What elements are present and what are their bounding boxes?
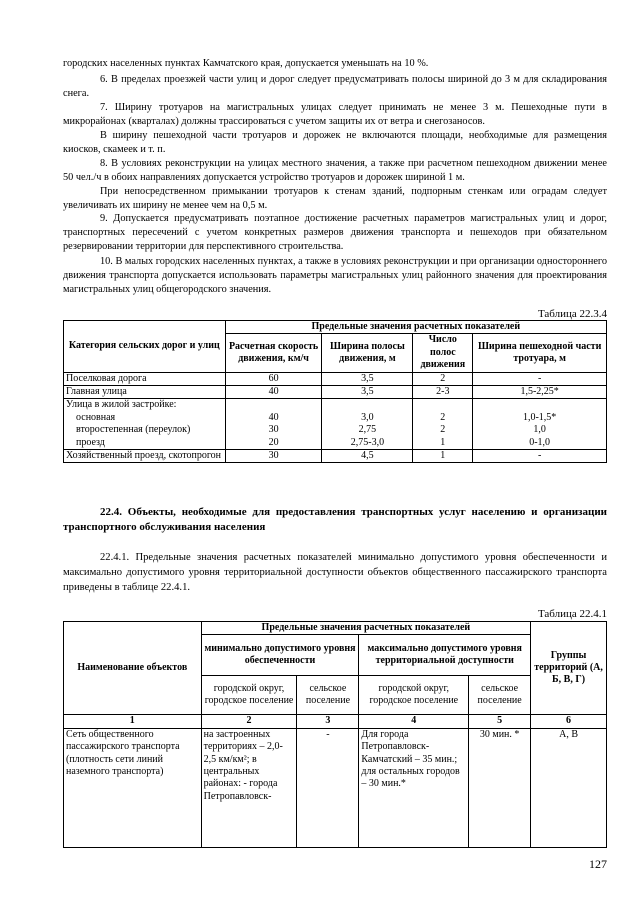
cell-object-name: Сеть общественного пассажирского транспорта (плотность сети линий наземного транспорта) — [64, 728, 202, 847]
header-rural-2: сельское поселение — [469, 676, 531, 715]
table2-caption: Таблица 22.4.1 — [537, 608, 607, 620]
sub-lane: 2,75 — [358, 424, 377, 436]
table-row — [64, 372, 607, 385]
column-number: 5 — [469, 715, 531, 728]
cell-count: 2-3 — [413, 386, 473, 399]
cell-speed: 30 — [225, 450, 322, 463]
cell-walk: - — [473, 372, 607, 385]
sub-speed: 20 — [268, 436, 279, 448]
header-max-access: максимально допустимого уровня территориальной доступности — [359, 635, 531, 676]
cell-lane — [322, 399, 413, 450]
header-category: Категория сельских дорог и улиц — [64, 321, 226, 373]
table-row — [64, 728, 607, 847]
sub-count: 1 — [440, 436, 446, 448]
column-number: 1 — [64, 715, 202, 728]
cell-speed — [225, 399, 322, 450]
column-number: 2 — [201, 715, 297, 728]
cell-name — [64, 399, 226, 450]
sub-speed: 30 — [268, 424, 279, 436]
header-object-name: Наименование объектов — [64, 622, 202, 715]
column-number: 4 — [359, 715, 469, 728]
sub-walk: 1,0-1,5* — [522, 411, 557, 423]
cell-min-rural: - — [297, 728, 359, 847]
paragraph-8b: При непосредственном примыкании тротуаров к стенам зданий, подпорным стенкам или оградам следует увеличивать их ширину не менее чем на 0,5 м. — [63, 186, 607, 212]
header-territory-groups: Группы территорий (А, Б, В, Г) — [531, 622, 607, 715]
header-speed: Расчетная скорость движения, км/ч — [225, 334, 322, 372]
page-number: 127 — [589, 857, 607, 871]
cell-count: 1 — [413, 450, 473, 463]
column-number: 3 — [297, 715, 359, 728]
section-paragraph: 22.4.1. Предельные значения расчетных показателей минимально допустимого уровня обеспеченности и максимально допустимого уровня территориальной доступности объектов общественного пассажирского транспорта приведены в таблице 22.4.1. — [63, 552, 607, 593]
sub-walk: 0-1,0 — [529, 436, 551, 448]
cell-walk: 1,5-2,25* — [473, 386, 607, 399]
cell-lane: 4,5 — [322, 450, 413, 463]
cell-name: Поселковая дорога — [64, 372, 226, 385]
table-road-categories — [63, 320, 607, 463]
header-group: Предельные значения расчетных показателей — [201, 622, 530, 635]
cell-count — [413, 399, 473, 450]
cell-name: Главная улица — [64, 386, 226, 399]
cell-min-city: на застроенных территориях – 2,0-2,5 км/км²; в центральных районах: - города Петропавловск- — [201, 728, 297, 847]
table-row — [64, 386, 607, 399]
sub-name: второстепенная (переулок) — [76, 424, 191, 436]
sub-lane: 3,0 — [361, 411, 374, 423]
header-walk-width: Ширина пешеходной части тротуара, м — [473, 334, 607, 372]
sub-name: основная — [76, 411, 116, 423]
column-number-row — [64, 715, 607, 728]
table-row — [64, 450, 607, 463]
header-lane-width: Ширина полосы движения, м — [322, 334, 413, 372]
paragraph-6: 6. В пределах проезжей части улиц и дорог следует предусматривать полосы шириной до 3 м для складирования снега. — [63, 74, 607, 100]
sub-lane: 2,75-3,0 — [350, 436, 385, 448]
header-city: городской округ, городское поселение — [201, 676, 297, 715]
section-heading: 22.4. Объекты, необходимые для предоставления транспортных услуг населению и организации транспортного обслуживания населения — [63, 506, 607, 533]
group-label: Улица в жилой застройке: — [66, 399, 177, 411]
cell-walk: - — [473, 450, 607, 463]
table1-caption: Таблица 22.3.4 — [537, 308, 607, 320]
sub-count: 2 — [440, 411, 446, 423]
cell-groups: А, В — [531, 728, 607, 847]
cell-lane: 3,5 — [322, 372, 413, 385]
cell-speed: 40 — [225, 386, 322, 399]
table-row — [64, 399, 607, 450]
sub-speed: 40 — [268, 411, 279, 423]
cell-max-rural: 30 мин. * — [469, 728, 531, 847]
paragraph-9: 9. Допускается предусматривать поэтапное достижение расчетных параметров магистральных улиц и дорог, транспортных пересечений с учетом конкретных размеров движения транспорта и пешеходов при обязательном резервировании территории для перспективного строительства. — [63, 213, 607, 253]
cell-max-city: Для города Петропавловск-Камчатский – 35 мин.; для остальных городов – 30 мин.* — [359, 728, 469, 847]
header-lane-count: Число полос движения — [413, 334, 473, 372]
sub-count: 2 — [440, 424, 446, 436]
header-rural: сельское поселение — [297, 676, 359, 715]
cell-count: 2 — [413, 372, 473, 385]
sub-walk: 1,0 — [533, 424, 546, 436]
paragraph-10: 10. В малых городских населенных пунктах, а также в условиях реконструкции и при организации одностороннего движения транспорта допускается использовать параметры магистральных улиц районного значения для проектирования магистральных улиц общегородского значения. — [63, 256, 608, 296]
paragraph-7: 7. Ширину тротуаров на магистральных улицах следует принимать не менее 3 м. Пешеходные пути в микрорайонах (кварталах) должны трассироваться с учетом защиты их от ветра и снегозаносов. — [63, 102, 607, 128]
cell-lane: 3,5 — [322, 386, 413, 399]
header-city-2: городской округ, городское поселение — [359, 676, 469, 715]
sub-name: проезд — [76, 436, 105, 448]
cell-name: Хозяйственный проезд, скотопрогон — [64, 450, 226, 463]
header-min-level: минимально допустимого уровня обеспеченности — [201, 635, 359, 676]
paragraph-7b: В ширину пешеходной части тротуаров и дорожек не включаются площади, необходимые для размещения киосков, скамеек и т. п. — [63, 130, 607, 156]
column-number: 6 — [531, 715, 607, 728]
cell-speed: 60 — [225, 372, 322, 385]
table-transport-objects — [63, 621, 607, 848]
paragraph-8: 8. В условиях реконструкции на улицах местного значения, а также при расчетном пешеходном движении менее 50 чел./ч в обоих направлениях допускается устройство тротуаров и дорожек шириной 1 м. — [63, 158, 607, 184]
paragraph-continuation: городских населенных пунктах Камчатского края, допускается уменьшать на 10 %. — [63, 58, 429, 69]
header-group: Предельные значения расчетных показателей — [225, 321, 606, 334]
cell-walk — [473, 399, 607, 450]
